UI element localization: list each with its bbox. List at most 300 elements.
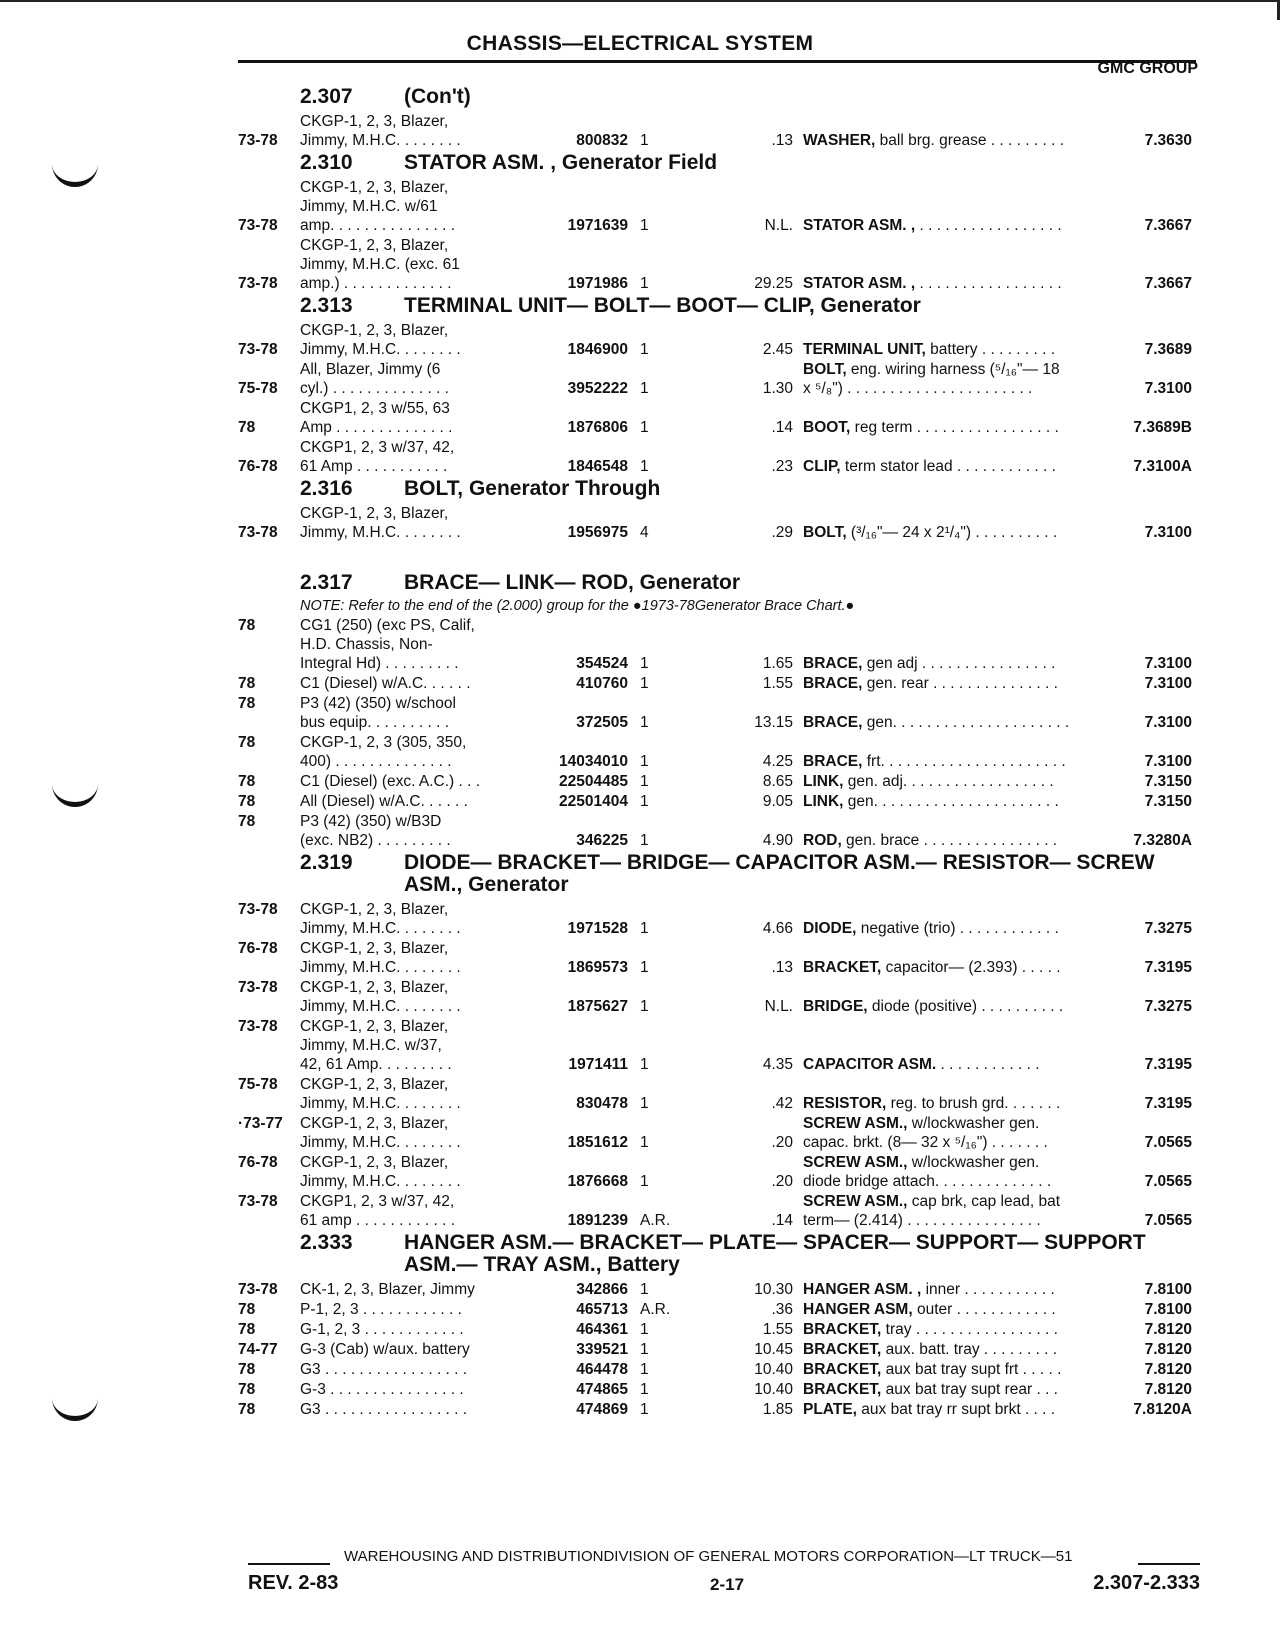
- catalog-number: 7.8100: [1144, 1281, 1192, 1298]
- part-number: 1971411: [568, 1056, 628, 1073]
- part-name: WASHER,: [803, 132, 876, 149]
- part-row: [238, 1280, 1198, 1299]
- model-years: 73-78: [238, 217, 278, 234]
- quantity: 1: [640, 655, 649, 672]
- application: G3 . . . . . . . . . . . . . . . . .: [300, 1361, 468, 1378]
- model-years: 78: [238, 793, 256, 810]
- part-number: 465713: [576, 1301, 628, 1318]
- revision-label: REV. 2-83: [248, 1572, 339, 1594]
- application: G-3 . . . . . . . . . . . . . . . .: [300, 1381, 464, 1398]
- part-description: [803, 1055, 1133, 1074]
- punch-hole-bottom: [52, 1398, 98, 1421]
- price: 8.65: [762, 773, 793, 790]
- part-name: LINK,: [803, 773, 844, 790]
- part-detail: gen. . . . . . . . . . . . . . . . . . . . . .: [843, 793, 1059, 810]
- part-description: [803, 792, 1133, 811]
- quantity: 4: [640, 524, 649, 541]
- catalog-number: 7.3100: [1144, 714, 1192, 731]
- part-detail: aux bat tray rr supt brkt . . . .: [856, 1401, 1056, 1418]
- part-number: 346225: [576, 832, 628, 849]
- price: .14: [771, 419, 793, 436]
- part-number: 14034010: [559, 753, 628, 770]
- part-number: 372505: [576, 714, 628, 731]
- part-description: [803, 1340, 1133, 1359]
- quantity: 1: [640, 132, 649, 149]
- model-years: 78: [238, 813, 256, 830]
- model-years: ·73-77: [238, 1115, 283, 1132]
- part-detail: inner . . . . . . . . . . .: [921, 1281, 1055, 1298]
- part-description: [803, 1320, 1133, 1339]
- part-name: BOLT,: [803, 524, 847, 541]
- part-row: [238, 438, 1198, 476]
- price: .13: [771, 132, 793, 149]
- part-number: 410760: [576, 675, 628, 692]
- part-row: [238, 674, 1198, 693]
- part-detail: ball brg. grease . . . . . . . . .: [875, 132, 1065, 149]
- application: CKGP-1, 2, 3, Blazer, Jimmy, M.H.C. . . . . . . .: [300, 505, 461, 541]
- part-description: [803, 654, 1133, 673]
- application: All, Blazer, Jimmy (6 cyl.) . . . . . . . . . . . . . .: [300, 361, 449, 397]
- catalog-number: 7.3195: [1144, 1095, 1192, 1112]
- part-row: [238, 236, 1198, 293]
- part-row: [238, 900, 1198, 938]
- catalog-number: 7.8120: [1144, 1321, 1192, 1338]
- quantity: 1: [640, 217, 649, 234]
- section-heading: [300, 1232, 1198, 1276]
- part-detail: capacitor— (2.393) . . . . .: [881, 959, 1061, 976]
- part-number: 1869573: [567, 959, 628, 976]
- part-description: [803, 919, 1133, 938]
- part-row: [238, 360, 1198, 398]
- catalog-number: 7.8120: [1144, 1361, 1192, 1378]
- application: G-3 (Cab) w/aux. battery: [300, 1341, 470, 1358]
- part-detail: cap brk, cap lead, bat term— (2.414) . . . . . . . . . . . . . . . .: [803, 1193, 1060, 1229]
- catalog-number: 7.3275: [1144, 998, 1192, 1015]
- quantity: 1: [640, 341, 649, 358]
- model-years: 74-77: [238, 1341, 278, 1358]
- catalog-number: 7.3630: [1144, 132, 1192, 149]
- model-years: 73-78: [238, 1281, 278, 1298]
- model-years: 78: [238, 695, 256, 712]
- application: CKGP-1, 2, 3, Blazer, Jimmy, M.H.C. . . . . . . .: [300, 940, 461, 976]
- part-name: HANGER ASM,: [803, 1301, 913, 1318]
- part-description: [803, 1280, 1133, 1299]
- price: 9.05: [762, 793, 793, 810]
- quantity: 1: [640, 1134, 649, 1151]
- application: CKGP-1, 2, 3, Blazer, Jimmy, M.H.C. . . . . . . .: [300, 979, 461, 1015]
- quantity: 1: [640, 773, 649, 790]
- section-number: 2.333: [300, 1231, 353, 1254]
- price: 10.40: [754, 1361, 793, 1378]
- price: 1.55: [762, 1321, 793, 1338]
- model-years: 73-78: [238, 524, 278, 541]
- section-heading: [300, 152, 1198, 174]
- model-years: 76-78: [238, 940, 278, 957]
- part-name: BRACE,: [803, 714, 863, 731]
- part-description: [803, 1153, 1133, 1191]
- footer-text: WAREHOUSING AND DISTRIBUTIONDIVISION OF GENERAL MOTORS CORPORATION—LT TRUCK—51: [344, 1548, 1073, 1565]
- quantity: 1: [640, 1095, 649, 1112]
- part-number: 1851612: [567, 1134, 628, 1151]
- part-name: BRACKET,: [803, 1361, 882, 1378]
- part-description: [803, 360, 1133, 398]
- part-name: SCREW ASM.,: [803, 1115, 908, 1132]
- part-name: BRACE,: [803, 675, 863, 692]
- section-2-313: [238, 295, 1198, 476]
- section-number: 2.307: [300, 85, 353, 108]
- part-number: 474869: [576, 1401, 628, 1418]
- quantity: 1: [640, 458, 649, 475]
- part-number: 1971528: [567, 920, 628, 937]
- part-number: 1971986: [567, 275, 628, 292]
- quantity: 1: [640, 1341, 649, 1358]
- part-name: TERMINAL UNIT,: [803, 341, 926, 358]
- application: CG1 (250) (exc PS, Calif, H.D. Chassis, Non- Integral Hd) . . . . . . . . .: [300, 617, 475, 672]
- catalog-number: 7.3280A: [1133, 832, 1192, 849]
- catalog-number: 7.3195: [1144, 959, 1192, 976]
- part-detail: w/lockwasher gen. capac. brkt. (8— 32 x ⁵/₁₆") . . . . . . .: [803, 1115, 1048, 1151]
- application: P3 (42) (350) w/B3D (exc. NB2) . . . . . . . . .: [300, 813, 451, 849]
- quantity: 1: [640, 753, 649, 770]
- part-row: [238, 939, 1198, 977]
- part-name: BRACKET,: [803, 959, 882, 976]
- section-heading: [300, 86, 1198, 108]
- part-detail: reg term . . . . . . . . . . . . . . . . .: [850, 419, 1059, 436]
- part-name: BOOT,: [803, 419, 851, 436]
- model-years: 76-78: [238, 1154, 278, 1171]
- part-row: [238, 112, 1198, 150]
- quantity: A.R.: [640, 1212, 671, 1229]
- section-heading: [300, 852, 1198, 896]
- section-heading: [300, 295, 1198, 317]
- part-detail: gen. adj. . . . . . . . . . . . . . . . . .: [843, 773, 1054, 790]
- application: CKGP-1, 2, 3, Blazer, Jimmy, M.H.C. . . . . . . .: [300, 322, 461, 358]
- price: .13: [771, 959, 793, 976]
- quantity: 1: [640, 714, 649, 731]
- part-name: BRACE,: [803, 655, 863, 672]
- quantity: 1: [640, 419, 649, 436]
- part-row: [238, 1153, 1198, 1191]
- price: .42: [771, 1095, 793, 1112]
- catalog-number: 7.3100: [1144, 753, 1192, 770]
- application: CKGP-1, 2, 3, Blazer, Jimmy, M.H.C. w/61 amp. . . . . . . . . . . . . . .: [300, 179, 456, 234]
- catalog-number: 7.3275: [1144, 920, 1192, 937]
- application: CKGP-1, 2, 3, Blazer, Jimmy, M.H.C. . . . . . . .: [300, 1154, 461, 1190]
- part-number: 1971639: [567, 217, 628, 234]
- part-number: 1891239: [567, 1212, 628, 1229]
- application: CKGP-1, 2, 3, Blazer, Jimmy, M.H.C. . . . . . . .: [300, 1076, 461, 1112]
- part-detail: . . . . . . . . . . . . . . . . .: [915, 217, 1062, 234]
- price: .36: [771, 1301, 793, 1318]
- quantity: 1: [640, 1056, 649, 1073]
- section-number: 2.317: [300, 571, 353, 594]
- part-number: 1846548: [567, 458, 628, 475]
- part-detail: frt. . . . . . . . . . . . . . . . . . . . . .: [862, 753, 1066, 770]
- section-2-319: [238, 852, 1198, 1230]
- part-description: [803, 831, 1133, 850]
- header-rule: [238, 60, 1196, 63]
- part-name: STATOR ASM. ,: [803, 217, 916, 234]
- part-name: DIODE,: [803, 920, 857, 937]
- part-description: [803, 674, 1133, 693]
- quantity: 1: [640, 1173, 649, 1190]
- application: CKGP-1, 2, 3, Blazer, Jimmy, M.H.C. . . . . . . .: [300, 113, 461, 149]
- part-detail: aux. batt. tray . . . . . . . . .: [881, 1341, 1058, 1358]
- part-number: 1876806: [567, 419, 628, 436]
- part-description: [803, 752, 1133, 771]
- catalog-number: 7.8100: [1144, 1301, 1192, 1318]
- part-detail: diode (positive) . . . . . . . . . .: [867, 998, 1064, 1015]
- application: CKGP-1, 2, 3 (305, 350, 400) . . . . . . . . . . . . . .: [300, 734, 467, 770]
- model-years: 78: [238, 1361, 256, 1378]
- page-range: 2.307-2.333: [1093, 1572, 1200, 1594]
- part-description: [803, 1192, 1133, 1230]
- catalog-number: 7.8120A: [1133, 1401, 1192, 1418]
- part-name: HANGER ASM. ,: [803, 1281, 922, 1298]
- catalog-number: 7.3667: [1144, 217, 1192, 234]
- part-detail: w/lockwasher gen. diode bridge attach. . . . . . . . . . . . . .: [803, 1154, 1052, 1190]
- catalog-number: 7.0565: [1144, 1212, 1192, 1229]
- part-row: [238, 616, 1198, 673]
- application: P3 (42) (350) w/school bus equip. . . . . . . . . .: [300, 695, 456, 731]
- model-years: 76-78: [238, 458, 278, 475]
- quantity: 1: [640, 920, 649, 937]
- price: 1.55: [762, 675, 793, 692]
- part-detail: tray . . . . . . . . . . . . . . . . .: [881, 1321, 1058, 1338]
- part-name: BRACE,: [803, 753, 863, 770]
- price: .23: [771, 458, 793, 475]
- price: 1.85: [762, 1401, 793, 1418]
- part-name: BRIDGE,: [803, 998, 868, 1015]
- section-heading: [300, 478, 1198, 500]
- section-number: 2.319: [300, 851, 353, 874]
- model-years: 75-78: [238, 380, 278, 397]
- price: .29: [771, 524, 793, 541]
- part-row: [238, 1380, 1198, 1399]
- model-years: 78: [238, 617, 256, 634]
- price: 10.30: [754, 1281, 793, 1298]
- section-2-333: [238, 1232, 1198, 1419]
- parts-list: [238, 84, 1198, 1420]
- catalog-number: 7.3100: [1144, 524, 1192, 541]
- part-number: 464478: [576, 1361, 628, 1378]
- application: CKGP-1, 2, 3, Blazer, Jimmy, M.H.C. . . . . . . .: [300, 1115, 461, 1151]
- footer-rule-left: [248, 1563, 330, 1565]
- section-title: HANGER ASM.— BRACKET— PLATE— SPACER— SUPPORT— SUPPORT ASM.— TRAY ASM., Battery: [404, 1231, 1146, 1276]
- part-name: STATOR ASM. ,: [803, 275, 916, 292]
- model-years: 78: [238, 675, 256, 692]
- catalog-number: 7.3100: [1144, 655, 1192, 672]
- section-title: (Con't): [404, 85, 471, 108]
- section-2-307: [238, 86, 1198, 150]
- part-description: [803, 216, 1133, 235]
- page-title: CHASSIS—ELECTRICAL SYSTEM: [466, 32, 814, 55]
- part-number: 1846900: [567, 341, 628, 358]
- price: .20: [771, 1134, 793, 1151]
- model-years: 78: [238, 1401, 256, 1418]
- application: CKGP1, 2, 3 w/55, 63 Amp . . . . . . . . . . . . . .: [300, 400, 453, 436]
- section-heading: [300, 572, 1198, 594]
- model-years: 73-78: [238, 1018, 278, 1035]
- quantity: 1: [640, 675, 649, 692]
- price: .14: [771, 1212, 793, 1229]
- page-top-edge: [0, 0, 1280, 2]
- part-number: 1956975: [567, 524, 628, 541]
- part-description: [803, 958, 1133, 977]
- catalog-number: 7.3100: [1144, 675, 1192, 692]
- price: 10.45: [754, 1341, 793, 1358]
- section-2-316: [238, 478, 1198, 542]
- section-title: BRACE— LINK— ROD, Generator: [404, 571, 741, 594]
- group-label: GMC GROUP: [1097, 60, 1198, 77]
- application: CKGP1, 2, 3 w/37, 42, 61 Amp . . . . . . . . . . .: [300, 439, 455, 475]
- part-detail: outer . . . . . . . . . . . .: [912, 1301, 1056, 1318]
- part-detail: . . . . . . . . . . . . . . . . .: [915, 275, 1062, 292]
- part-name: SCREW ASM.,: [803, 1154, 908, 1171]
- part-row: [238, 1360, 1198, 1379]
- section-title: DIODE— BRACKET— BRIDGE— CAPACITOR ASM.— RESISTOR— SCREW ASM., Generator: [404, 851, 1155, 896]
- part-description: [803, 274, 1133, 293]
- model-years: 75-78: [238, 1076, 278, 1093]
- catalog-number: 7.3689: [1144, 341, 1192, 358]
- part-row: [238, 399, 1198, 437]
- quantity: 1: [640, 832, 649, 849]
- section-number: 2.316: [300, 477, 353, 500]
- part-detail: aux bat tray supt frt . . . . .: [881, 1361, 1062, 1378]
- price: 2.45: [762, 341, 793, 358]
- part-name: CLIP,: [803, 458, 841, 475]
- part-number: 22504485: [559, 773, 628, 790]
- application: CKGP-1, 2, 3, Blazer, Jimmy, M.H.C. (exc. 61 amp.) . . . . . . . . . . . . .: [300, 237, 460, 292]
- part-description: [803, 997, 1133, 1016]
- price: 29.25: [754, 275, 793, 292]
- price: 10.40: [754, 1381, 793, 1398]
- catalog-number: 7.8120: [1144, 1341, 1192, 1358]
- part-row: [238, 504, 1198, 542]
- part-row: [238, 772, 1198, 791]
- section-title: STATOR ASM. , Generator Field: [404, 151, 718, 174]
- part-description: [803, 131, 1133, 150]
- part-row: [238, 1340, 1198, 1359]
- catalog-number: 7.3100A: [1133, 458, 1192, 475]
- part-row: [238, 978, 1198, 1016]
- price: N.L.: [764, 998, 793, 1015]
- section-note: NOTE: Refer to the end of the (2.000) group for the ●1973-78Generator Brace Chart.●: [300, 598, 855, 614]
- footer-rule-right: [1138, 1563, 1200, 1565]
- quantity: 1: [640, 998, 649, 1015]
- quantity: A.R.: [640, 1301, 671, 1318]
- quantity: 1: [640, 1361, 649, 1378]
- part-detail: eng. wiring harness (⁵/₁₆"— 18 x ⁵/₈") . . . . . . . . . . . . . . . . . . . . . .: [803, 361, 1060, 397]
- application: P-1, 2, 3 . . . . . . . . . . . .: [300, 1301, 462, 1318]
- model-years: 73-78: [238, 901, 278, 918]
- part-name: BRACKET,: [803, 1341, 882, 1358]
- catalog-number: 7.8120: [1144, 1381, 1192, 1398]
- model-years: 73-78: [238, 1193, 278, 1210]
- part-number: 474865: [576, 1381, 628, 1398]
- part-name: BRACKET,: [803, 1321, 882, 1338]
- part-number: 354524: [576, 655, 628, 672]
- part-detail: aux bat tray supt rear . . .: [881, 1381, 1058, 1398]
- application: CKGP-1, 2, 3, Blazer, Jimmy, M.H.C. w/37, 42, 61 Amp. . . . . . . . .: [300, 1018, 452, 1073]
- part-detail: negative (trio) . . . . . . . . . . . .: [856, 920, 1059, 937]
- application: C1 (Diesel) w/A.C. . . . . .: [300, 675, 471, 692]
- application: CKGP-1, 2, 3, Blazer, Jimmy, M.H.C. . . . . . . .: [300, 901, 461, 937]
- quantity: 1: [640, 959, 649, 976]
- part-row: [238, 178, 1198, 235]
- part-detail: (³/₁₆"— 24 x 2¹/₄") . . . . . . . . . .: [846, 524, 1058, 541]
- quantity: 1: [640, 793, 649, 810]
- part-detail: reg. to brush grd. . . . . . .: [886, 1095, 1061, 1112]
- part-name: LINK,: [803, 793, 844, 810]
- price: 13.15: [754, 714, 793, 731]
- part-detail: term stator lead . . . . . . . . . . . .: [840, 458, 1056, 475]
- part-row: [238, 1017, 1198, 1074]
- part-number: 830478: [576, 1095, 628, 1112]
- part-name: RESISTOR,: [803, 1095, 887, 1112]
- part-name: BRACKET,: [803, 1381, 882, 1398]
- catalog-number: 7.3667: [1144, 275, 1192, 292]
- application: CK-1, 2, 3, Blazer, Jimmy: [300, 1281, 475, 1298]
- section-title: BOLT, Generator Through: [404, 477, 661, 500]
- part-name: BOLT,: [803, 361, 847, 378]
- quantity: 1: [640, 1401, 649, 1418]
- model-years: 78: [238, 773, 256, 790]
- price: 1.30: [762, 380, 793, 397]
- price: .20: [771, 1173, 793, 1190]
- price: 4.90: [762, 832, 793, 849]
- part-number: 339521: [576, 1341, 628, 1358]
- catalog-number: 7.0565: [1144, 1134, 1192, 1151]
- part-description: [803, 1300, 1133, 1319]
- part-number: 1875627: [567, 998, 628, 1015]
- application: G3 . . . . . . . . . . . . . . . . .: [300, 1401, 468, 1418]
- part-row: [238, 1192, 1198, 1230]
- part-detail: gen adj . . . . . . . . . . . . . . . .: [862, 655, 1056, 672]
- application: CKGP1, 2, 3 w/37, 42, 61 amp . . . . . . . . . . . .: [300, 1193, 456, 1229]
- section-title: TERMINAL UNIT— BOLT— BOOT— CLIP, Generator: [404, 294, 921, 317]
- part-detail: . . . . . . . . . . . .: [936, 1056, 1040, 1073]
- quantity: 1: [640, 1381, 649, 1398]
- model-years: 78: [238, 1321, 256, 1338]
- part-name: PLATE,: [803, 1401, 857, 1418]
- part-row: [238, 1300, 1198, 1319]
- price: 4.35: [762, 1056, 793, 1073]
- model-years: 73-78: [238, 341, 278, 358]
- part-description: [803, 1360, 1133, 1379]
- quantity: 1: [640, 1321, 649, 1338]
- part-description: [803, 418, 1133, 437]
- quantity: 1: [640, 380, 649, 397]
- part-row: [238, 1400, 1198, 1419]
- application: C1 (Diesel) (exc. A.C.) . . .: [300, 773, 481, 790]
- part-description: [803, 1380, 1133, 1399]
- punch-hole-top: [52, 164, 98, 187]
- page-number: 2-17: [710, 1575, 745, 1594]
- model-years: 78: [238, 419, 256, 436]
- part-row: [238, 1075, 1198, 1113]
- model-years: 73-78: [238, 132, 278, 149]
- part-description: [803, 1400, 1133, 1419]
- part-number: 1876668: [567, 1173, 628, 1190]
- model-years: 73-78: [238, 275, 278, 292]
- part-detail: gen. brace . . . . . . . . . . . . . . . .: [841, 832, 1058, 849]
- section-number: 2.313: [300, 294, 353, 317]
- part-number: 22501404: [559, 793, 628, 810]
- part-description: [803, 772, 1133, 791]
- punch-hole-middle: [52, 784, 98, 807]
- section-number: 2.310: [300, 151, 353, 174]
